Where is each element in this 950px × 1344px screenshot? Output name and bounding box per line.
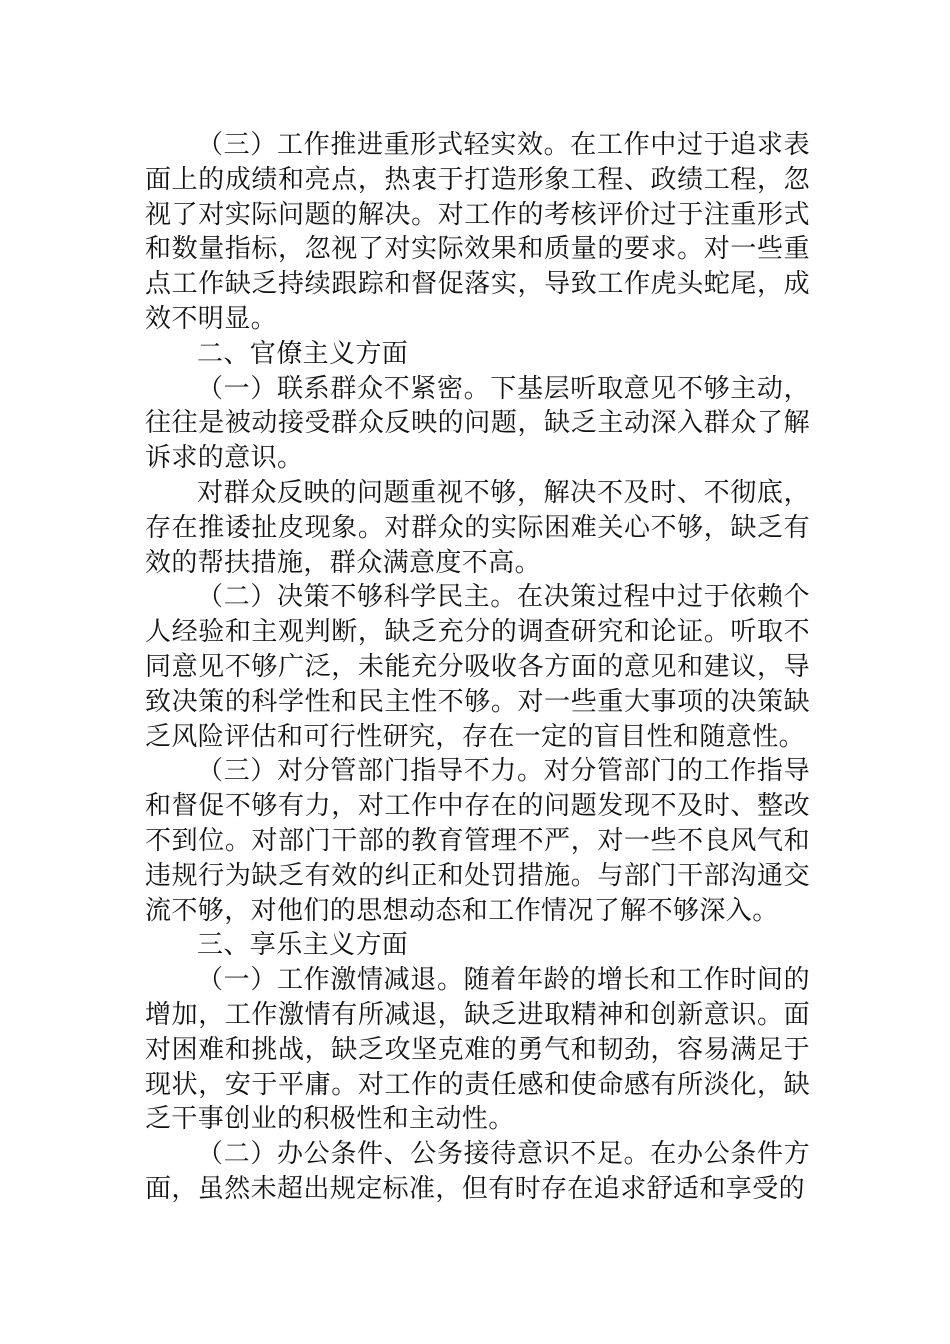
section-heading-hedonism: 三、享乐主义方面 (197, 930, 409, 961)
paragraph-bureaucratism-item-3: （三）对分管部门指导不力。对分管部门的工作指导和督促不够有力，对工作中存在的问题发现不及时、整改不到位。对部门干部的教育管理不严，对一些不良风气和违规行为缺乏有效的纠正和处罚措施。与部门干部沟通交流不够，对他们的思想动态和工作情况了解不够深入。 (145, 756, 810, 926)
paragraph-bureaucratism-item-2: （二）决策不够科学民主。在决策过程中过于依赖个人经验和主观判断，缺乏充分的调查研究和论证。听取不同意见不够广泛，未能充分吸收各方面的意见和建议，导致决策的科学性和民主性不够。对一些重大事项的决策缺乏风险评估和可行性研究，存在一定的盲目性和随意性。 (145, 582, 810, 752)
paragraph-formalism-item-3: （三）工作推进重形式轻实效。在工作中过于追求表面上的成绩和亮点，热衷于打造形象工程、政绩工程，忽视了对实际问题的解决。对工作的考核评价过于注重形式和数量指标，忽视了对实际效果和质量的要求。对一些重点工作缺乏持续跟踪和督促落实，导致工作虎头蛇尾，成效不明显。 (145, 130, 810, 334)
paragraph-bureaucratism-item-1-continued: 对群众反映的问题重视不够，解决不及时、不彻底，存在推诿扯皮现象。对群众的实际困难关心不够，缺乏有效的帮扶措施，群众满意度不高。 (145, 477, 810, 578)
document-page (145, 128, 810, 1207)
section-heading-bureaucratism: 二、官僚主义方面 (197, 338, 409, 369)
paragraph-hedonism-item-2: （二）办公条件、公务接待意识不足。在办公条件方面，虽然未超出规定标准，但有时存在追求舒适和享受的 (145, 1139, 810, 1204)
paragraph-hedonism-item-1: （一）工作激情减退。随着年龄的增长和工作时间的增加，工作激情有所减退，缺乏进取精神和创新意识。面对困难和挑战，缺乏攻坚克难的勇气和韧劲，容易满足于现状，安于平庸。对工作的责任感和使命感有所淡化，缺乏干事创业的积极性和主动性。 (145, 965, 810, 1135)
paragraph-bureaucratism-item-1: （一）联系群众不紧密。下基层听取意见不够主动，往往是被动接受群众反映的问题，缺乏主动深入群众了解诉求的意识。 (145, 373, 810, 474)
